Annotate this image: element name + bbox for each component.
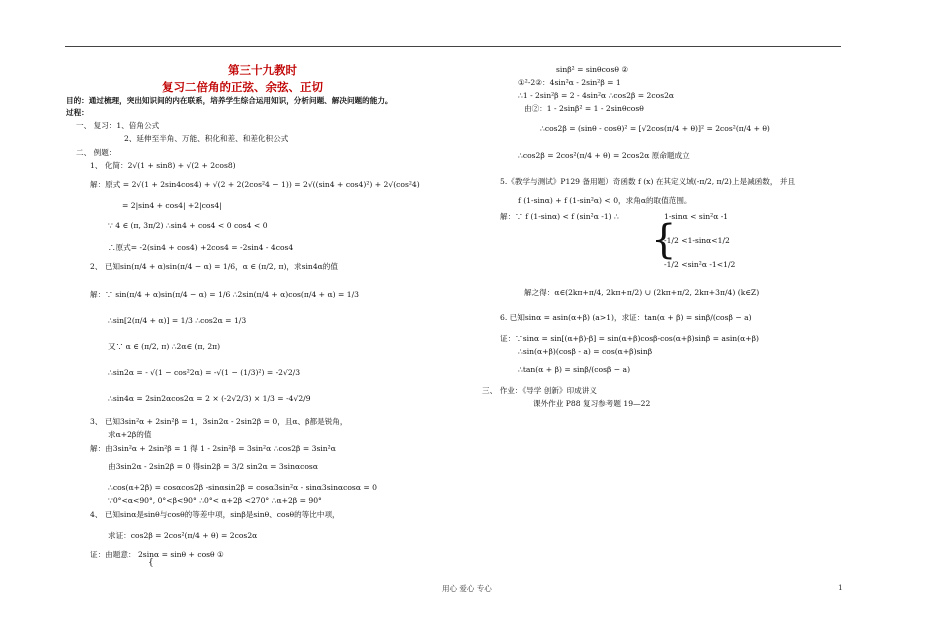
example-6-proof-2: ∴sin(α+β)(cosβ - a) = cos(α+β)sinβ [518, 347, 653, 356]
example-4-proof-6: ∴cos2β = (sinθ - cosθ)² = [√2cos(π/4 + θ)]² = 2cos²(π/4 + θ) [540, 124, 770, 133]
example-3-question-cont: 求α+2β的值 [108, 430, 152, 439]
example-4-question: 4、 已知sinα是sinθ与cosθ的等差中项，sinβ是sinθ、cosθ的等比中项， [90, 510, 340, 519]
example-4-proof-2: sinβ² = sinθcosθ ② [556, 65, 629, 74]
review-heading: 一、 复习：1、倍角公式 [76, 121, 160, 130]
homework-extra: 课外作业 P88 复习参考题 19—22 [533, 399, 651, 408]
review-item-2: 2、延伸至半角、万能、积化和差、和差化积公式 [124, 134, 289, 143]
example-6-proof-1: 证：∵sinα = sin[(α+β)-β] = sin(α+β)cosβ-cos(α+β)sinβ = asin(α+β) [500, 334, 759, 343]
example-3-question: 3、 已知3sin²α + 2sin²β = 1，3sin2α - 2sin2β = 0，且α、β都是锐角， [90, 417, 348, 426]
example-4-proof-1: 证：由题意： 2sinα = sinθ + cosθ ① [90, 550, 224, 559]
objective-line: 目的：通过梳理，突出知识间的内在联系，培养学生综合运用知识，分析问题、解决问题的能力。 [66, 96, 393, 105]
example-3-step-3: ∴cos(α+2β) = cosαcos2β -sinαsin2β = cosα3sin²α - sinα3sinαcosα = 0 [108, 483, 377, 492]
process-heading: 过程： [66, 108, 89, 117]
example-3-step-2: 由3sin2α - 2sin2β = 0 得sin2β = 3/2 sin2α = 3sinαcosα [108, 462, 318, 471]
example-3-step-1: 解：由3sin²α + 2sin²β = 1 得 1 - 2sin²β = 3sin²α ∴cos2β = 3sin²α [90, 444, 336, 453]
example-5-question-cont: f (1-sinα) + f (1-sin²α) < 0，求角α的取值范围。 [518, 196, 692, 205]
example-1-step-3: ∵ 4 ∈ (π, 3π/2) ∴sin4 + cos4 < 0 cos4 < 0 [108, 221, 268, 230]
example-2-result: ∴sin4α = 2sin2αcos2α = 2 × (-2√2/3) × 1/3 = -4√2/9 [108, 394, 311, 403]
example-1-result: ∴原式= -2(sin4 + cos4) +2cos4 = -2sin4 - 4cos4 [108, 243, 294, 252]
inequality-3: -1/2 <sin²α -1<1/2 [664, 260, 736, 269]
example-4-proof-3: ①²-2②：4sin²α - 2sin²β = 1 [518, 78, 621, 87]
example-5-result: 解之得：α∈(2kπ+π/4, 2kπ+π/2) ∪ (2kπ+π/2, 2kπ+3π/4) (k∈Z) [524, 288, 760, 297]
footer-motto: 用心 爱心 专心 [442, 584, 492, 593]
header-rule [65, 46, 841, 47]
lesson-title: 第三十九教时 [228, 63, 297, 77]
example-4-proof-5: 由②：1 - 2sinβ² = 1 - 2sinθcosθ [524, 104, 644, 113]
inequality-2: -1/2 <1-sinα<1/2 [664, 236, 730, 245]
example-4-conclusion: ∴cos2β = 2cos²(π/4 + θ) = 2cos2α 原命题成立 [518, 151, 690, 160]
inequality-1: 1-sinα < sin²α -1 [664, 212, 729, 221]
example-2-step-1: 解：∵ sin(π/4 + α)sin(π/4 − α) = 1/6 ∴2sin(π/4 + α)cos(π/4 + α) = 1/3 [90, 290, 359, 299]
example-1-step-1: 解：原式 = 2√(1 + 2sin4cos4) + √(2 + 2(2cos²4 − 1)) = 2√((sin4 + cos4)²) + 2√(cos²4) [90, 180, 420, 189]
example-3-result: ∵0°<α<90°, 0°<β<90° ∴0°< α+2β <270° ∴α+2β = 90° [108, 496, 322, 505]
homework-line: 三、 作业：《导学 创新》印成讲义 [482, 386, 597, 395]
page-number: 1 [838, 583, 843, 592]
example-6-result: ∴tan(α + β) = sinβ/(cosβ − a) [518, 365, 631, 374]
example-2-step-4: ∴sin2α = - √(1 − cos²2α) = -√(1 − (1/3)²) = -2√2/3 [108, 368, 301, 377]
example-2-step-2: ∴sin[2(π/4 + α)] = 1/3 ∴cos2α = 1/3 [108, 316, 247, 325]
example-5-step-1: 解：∵ f (1-sinα) < f (sin²α -1) ∴ [500, 212, 619, 221]
example-2-question: 2、 已知sin(π/4 + α)sin(π/4 − α) = 1/6，α ∈ (π/2, π)，求sin4α的值 [90, 262, 338, 271]
brace-symbol: { [148, 558, 154, 568]
example-5-question: 5.《教学与测试》P129 备用题）奇函数 f (x) 在其定义域(-π/2, π/2)上是减函数， 并且 [500, 177, 796, 186]
example-4-claim: 求证：cos2β = 2cos²(π/4 + θ) = 2cos2α [108, 531, 258, 540]
example-2-step-3: 又∵ α ∈ (π/2, π) ∴2α∈ (π, 2π) [108, 342, 221, 351]
system-brace: { [651, 217, 677, 263]
examples-heading: 二、 例题： [76, 148, 117, 157]
example-1-step-2: = 2|sin4 + cos4| +2|cos4| [122, 201, 222, 210]
lesson-subtitle: 复习二倍角的正弦、余弦、正切 [162, 80, 323, 94]
example-1-question: 1、 化简：2√(1 + sin8) + √(2 + 2cos8) [90, 161, 236, 170]
example-4-proof-4: ∴1 - 2sin²β = 2 - 4sin²α ∴cos2β = 2cos2α [518, 91, 675, 100]
example-6-question: 6. 已知sinα = asin(α+β) (a>1)，求证：tan(α + β) = sinβ/(cosβ − a) [500, 313, 752, 322]
